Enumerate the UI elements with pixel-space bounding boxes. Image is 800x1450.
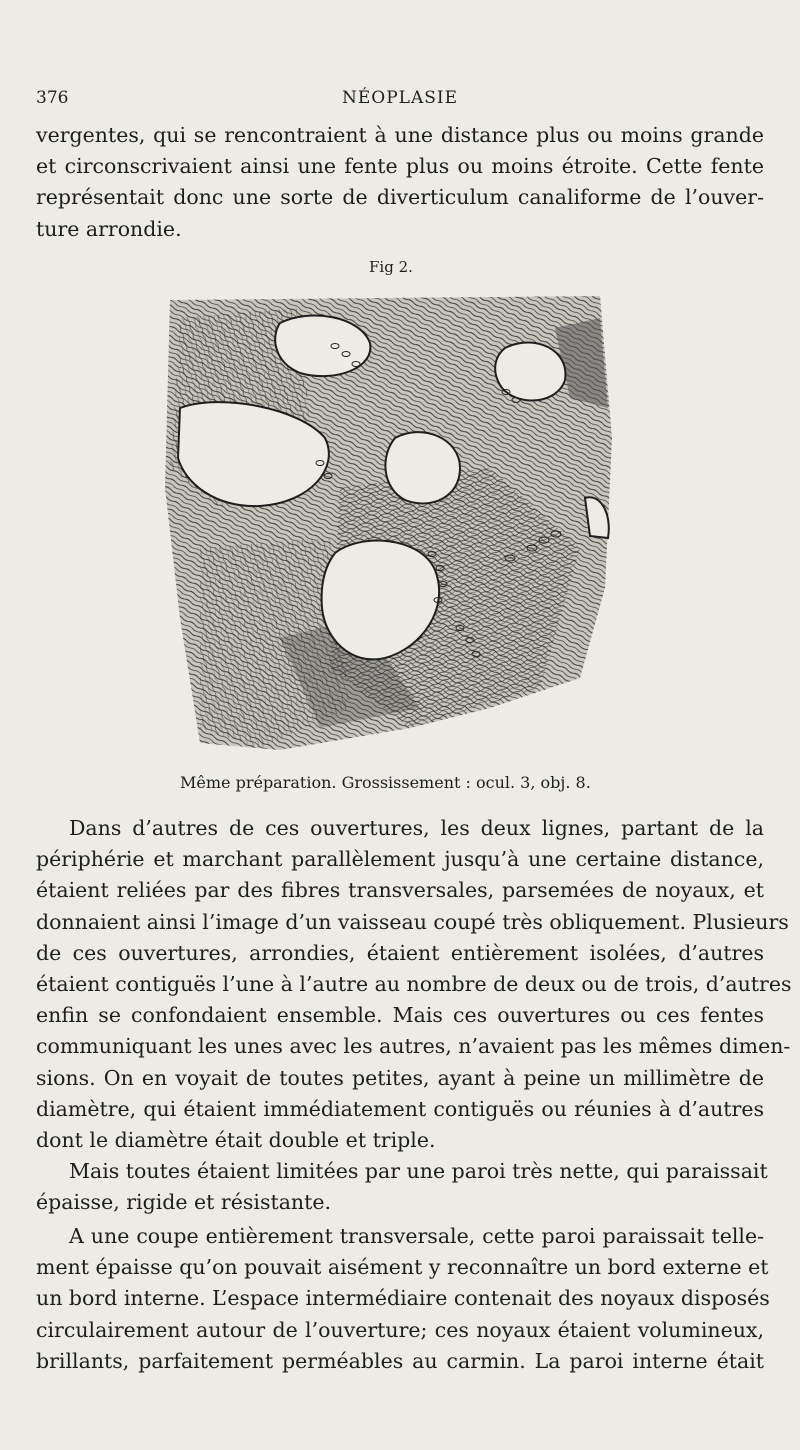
text-line: sions. On en voyait de toutes petites, ayant à peine un millimètre de <box>36 1065 764 1090</box>
text-line: périphérie et marchant parallèlement jusqu’à une certaine distance, <box>36 847 764 872</box>
text-line: épaisse, rigide et résistante. <box>36 1190 332 1215</box>
text-line: circulairement autour de l’ouverture; ces noyaux étaient volumineux, <box>36 1317 764 1342</box>
figure-label: Fig 2. <box>369 258 413 276</box>
page-header <box>36 88 764 114</box>
text-line: diamètre, qui étaient immédiatement contiguës ou réunies à d’autres <box>36 1096 764 1121</box>
text-line: Mais toutes étaient limitées par une paroi très nette, qui paraissait <box>69 1159 768 1183</box>
text-line: représentait donc une sorte de diverticulum canaliforme de l’ouver- <box>36 185 764 210</box>
text-line: de ces ouvertures, arrondies, étaient entièrement isolées, d’autres <box>36 940 764 965</box>
paragraph-3 <box>36 1221 770 1377</box>
figure-caption: Même préparation. Grossissement : ocul. 3, obj. 8. <box>180 773 591 792</box>
text-line: étaient reliées par des fibres transversales, parsemées de noyaux, et <box>36 878 764 903</box>
page-number: 376 <box>36 88 69 108</box>
text-line: donnaient ainsi l’image d’un vaisseau coupé très obliquement. Plusieurs <box>36 909 789 934</box>
text-line: Dans d’autres de ces ouvertures, les deux lignes, partant de la <box>69 816 764 840</box>
text-line: vergentes, qui se rencontraient à une distance plus ou moins grande <box>36 123 764 147</box>
text-line: un bord interne. L’espace intermédiaire contenait des noyaux disposés <box>36 1286 770 1311</box>
paragraph-1 <box>36 813 792 1156</box>
histology-engraving <box>160 288 620 753</box>
text-line: dont le diamètre était double et triple. <box>36 1128 436 1153</box>
text-line: communiquant les unes avec les autres, n’avaient pas les mêmes dimen- <box>36 1034 791 1059</box>
top-paragraph <box>36 120 764 245</box>
text-line: ture arrondie. <box>36 216 182 241</box>
paragraph-2 <box>36 1156 768 1218</box>
text-line: brillants, parfaitement perméables au carmin. La paroi interne était <box>36 1348 764 1373</box>
text-line: et circonscrivaient ainsi une fente plus ou moins étroite. Cette fente <box>36 154 764 179</box>
running-title: NÉOPLASIE <box>342 88 458 108</box>
text-line: étaient contiguës l’une à l’autre au nombre de deux ou de trois, d’autres <box>36 972 792 997</box>
text-line: A une coupe entièrement transversale, cette paroi paraissait telle- <box>69 1224 764 1248</box>
text-line: enfin se confondaient ensemble. Mais ces ouvertures ou ces fentes <box>36 1003 764 1028</box>
text-line: ment épaisse qu’on pouvait aisément y reconnaître un bord externe et <box>36 1255 769 1280</box>
